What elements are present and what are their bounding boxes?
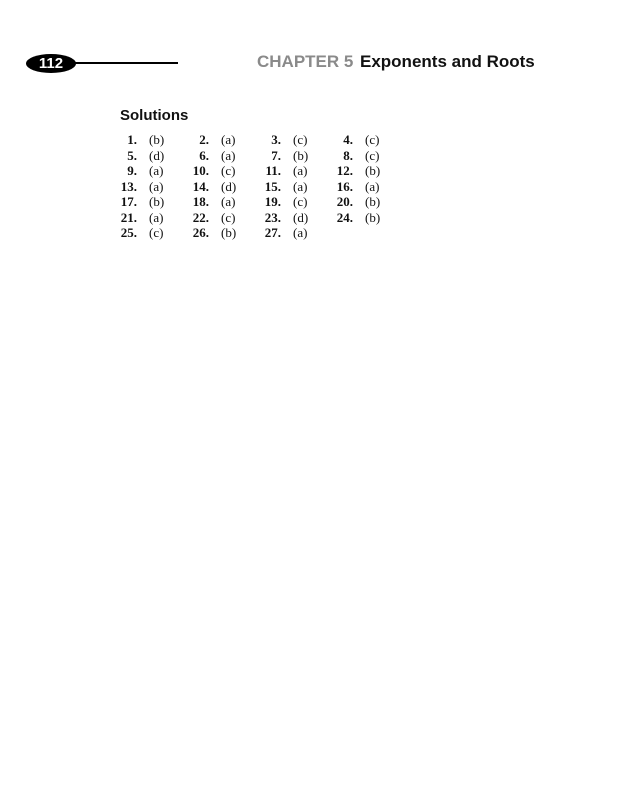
answer-number: 23.: [264, 209, 281, 225]
answer-number: 2.: [199, 132, 209, 147]
answer-number: 27.: [264, 225, 281, 240]
answer-number: 16.: [336, 178, 353, 194]
answer-choice: (a): [293, 163, 308, 178]
answer-number: 3.: [271, 132, 281, 147]
answer-choice: (b): [149, 194, 165, 209]
answer-item: [250, 179, 322, 195]
answer-number: 21.: [120, 209, 137, 225]
answer-choice: (b): [293, 147, 309, 163]
page-number-badge: 112: [26, 54, 76, 73]
answer-choice: (a): [293, 178, 308, 194]
answer-choice: (d): [221, 178, 237, 194]
answer-item: [106, 225, 178, 241]
answer-choice: (a): [221, 147, 236, 163]
answer-item: [178, 225, 250, 241]
answer-number: 12.: [336, 163, 353, 178]
answer-item: [178, 148, 250, 164]
answer-choice: (a): [149, 163, 164, 178]
answer-number: 13.: [120, 178, 137, 194]
answer-choice: (c): [221, 163, 236, 178]
answer-number: 25.: [120, 225, 137, 240]
answer-choice: (b): [221, 225, 237, 240]
answer-number: 5.: [127, 147, 137, 163]
answer-number: 10.: [192, 163, 209, 178]
answer-number: 15.: [264, 178, 281, 194]
answer-choice: (c): [365, 132, 380, 147]
answer-choice: (b): [365, 163, 381, 178]
answer-choice: (a): [365, 178, 380, 194]
answer-item: [322, 148, 394, 164]
answer-item: [250, 210, 322, 226]
answer-number: 7.: [271, 147, 281, 163]
solutions-heading: Solutions: [120, 107, 189, 124]
answer-item: [322, 179, 394, 195]
header-rule: [70, 62, 178, 64]
answer-item: [106, 210, 178, 226]
answer-item: [250, 163, 322, 179]
answer-item: [250, 194, 322, 210]
answer-choice: (c): [293, 132, 308, 147]
answer-choice: (a): [221, 194, 236, 209]
answer-grid: [106, 132, 394, 241]
answer-number: 4.: [343, 132, 353, 147]
answer-number: 26.: [192, 225, 209, 240]
answer-item: [250, 148, 322, 164]
answer-choice: (d): [149, 147, 165, 163]
answer-choice: (c): [365, 147, 380, 163]
answer-item: [178, 179, 250, 195]
answer-number: 9.: [127, 163, 137, 178]
answer-number: 6.: [199, 147, 209, 163]
answer-item: [322, 210, 394, 226]
answer-choice: (b): [149, 132, 165, 147]
answer-item: [106, 194, 178, 210]
answer-choice: (b): [365, 209, 381, 225]
answer-choice: (a): [293, 225, 308, 240]
answer-item: [178, 210, 250, 226]
answer-number: 14.: [192, 178, 209, 194]
answer-choice: (a): [149, 209, 164, 225]
page-header: [0, 0, 635, 90]
answer-choice: (b): [365, 194, 381, 209]
answer-item: [322, 194, 394, 210]
answer-choice: (a): [149, 178, 164, 194]
answer-choice: (c): [293, 194, 308, 209]
answer-item: [322, 132, 394, 148]
answer-choice: (d): [293, 209, 309, 225]
answer-number: 8.: [343, 147, 353, 163]
answer-item: [106, 132, 178, 148]
answer-item: [250, 225, 322, 241]
answer-number: 24.: [336, 209, 353, 225]
answer-choice: (a): [221, 132, 236, 147]
answer-number: 1.: [127, 132, 137, 147]
answer-item: [322, 163, 394, 179]
answer-item: [106, 179, 178, 195]
answer-item: [106, 148, 178, 164]
answer-item: [178, 163, 250, 179]
answer-number: 19.: [264, 194, 281, 209]
answer-item: [106, 163, 178, 179]
answer-number: 20.: [336, 194, 353, 209]
answer-number: 22.: [192, 209, 209, 225]
answer-item: [178, 132, 250, 148]
chapter-title: Exponents and Roots: [360, 52, 535, 71]
answer-choice: (c): [149, 225, 164, 240]
answer-number: 18.: [192, 194, 209, 209]
answer-choice: (c): [221, 209, 236, 225]
answer-number: 11.: [265, 163, 281, 178]
answer-item: [178, 194, 250, 210]
answer-item: [250, 132, 322, 148]
answer-number: 17.: [120, 194, 137, 209]
chapter-label: CHAPTER 5: [257, 52, 354, 71]
